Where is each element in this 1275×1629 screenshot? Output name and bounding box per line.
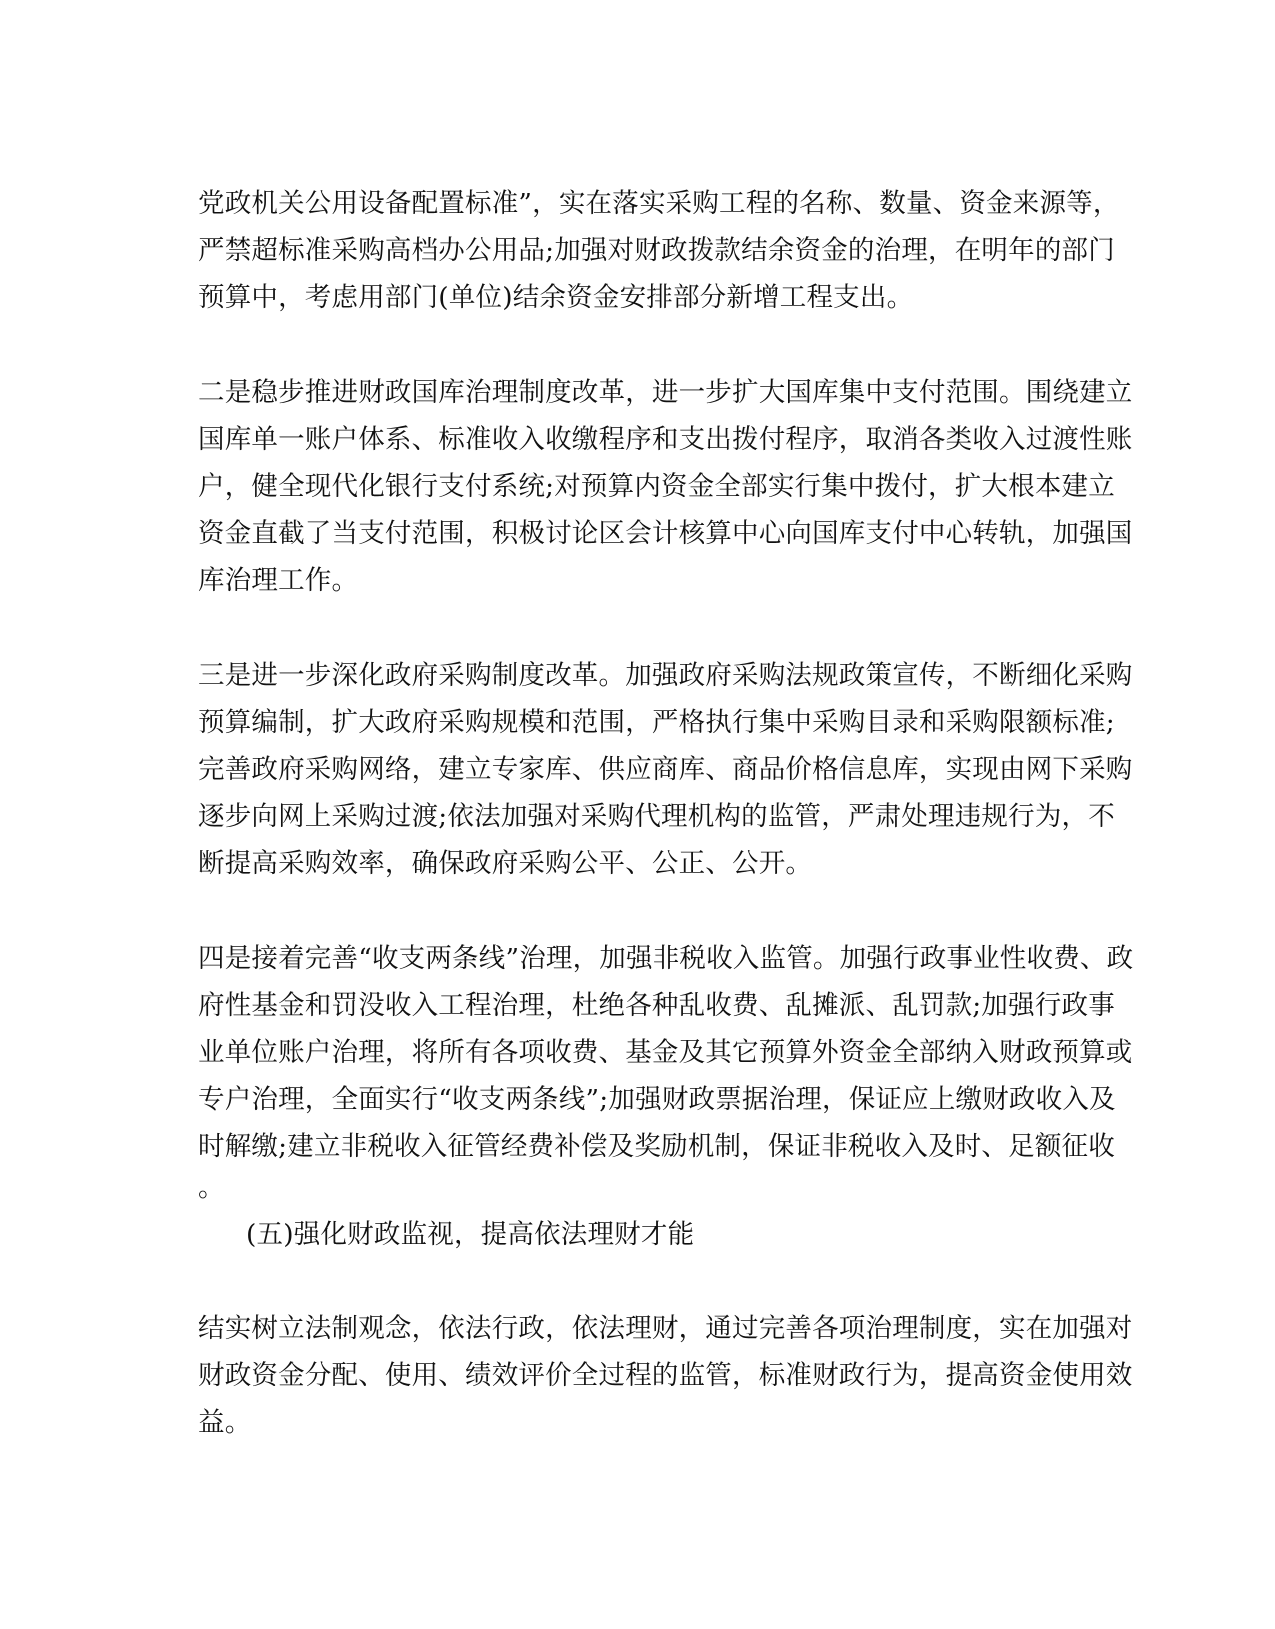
text-line: 严禁超标准采购高档办公用品;加强对财政拨款结余资金的治理，在明年的部门 (198, 235, 1115, 266)
text-line: 逐步向网上采购过渡;依法加强对采购代理机构的监管，严肃处理违规行为，不 (198, 801, 1115, 832)
text-line: 党政机关公用设备配置标准”，实在落实采购工程的名称、数量、资金来源等， (198, 188, 1120, 219)
text-line: 户，健全现代化银行支付系统;对预算内资金全部实行集中拨付，扩大根本建立 (198, 471, 1115, 502)
text-line: 资金直截了当支付范围，积极讨论区会计核算中心向国库支付中心转轨，加强国 (198, 518, 1133, 549)
text-line: 预算中，考虑用部门(单位)结余资金安排部分新增工程支出。 (198, 282, 914, 313)
text-line: 预算编制，扩大政府采购规模和范围，严格执行集中采购目录和采购限额标准; (198, 707, 1115, 738)
text-line: 益。 (198, 1407, 252, 1438)
text-line: 断提高采购效率，确保政府采购公平、公正、公开。 (198, 848, 813, 879)
text-line: 业单位账户治理，将所有各项收费、基金及其它预算外资金全部纳入财政预算或 (198, 1037, 1133, 1068)
text-line: 四是接着完善“收支两条线”治理，加强非税收入监管。加强行政事业性收费、政 (198, 943, 1134, 974)
text-line: 财政资金分配、使用、绩效评价全过程的监管，标准财政行为，提高资金使用效 (198, 1360, 1133, 1391)
text-line: 二是稳步推进财政国库治理制度改革，进一步扩大国库集中支付范围。围绕建立 (198, 377, 1133, 408)
text-line: 三是进一步深化政府采购制度改革。加强政府采购法规政策宣传，不断细化采购 (198, 660, 1133, 691)
text-line: 国库单一账户体系、标准收入收缴程序和支出拨付程序，取消各类收入过渡性账 (198, 424, 1133, 455)
text-line: 府性基金和罚没收入工程治理，杜绝各种乱收费、乱摊派、乱罚款;加强行政事 (198, 990, 1115, 1021)
section-heading: (五)强化财政监视，提高依法理财才能 (246, 1219, 695, 1250)
text-line: 。 (198, 1172, 225, 1203)
text-line: 时解缴;建立非税收入征管经费补偿及奖励机制，保证非税收入及时、足额征收 (198, 1131, 1115, 1162)
text-line: 完善政府采购网络，建立专家库、供应商库、商品价格信息库，实现由网下采购 (198, 754, 1133, 785)
text-line: 专户治理，全面实行“收支两条线”;加强财政票据治理，保证应上缴财政收入及 (198, 1084, 1116, 1115)
text-line: 库治理工作。 (198, 565, 359, 596)
text-line: 结实树立法制观念，依法行政，依法理财，通过完善各项治理制度，实在加强对 (198, 1313, 1133, 1344)
